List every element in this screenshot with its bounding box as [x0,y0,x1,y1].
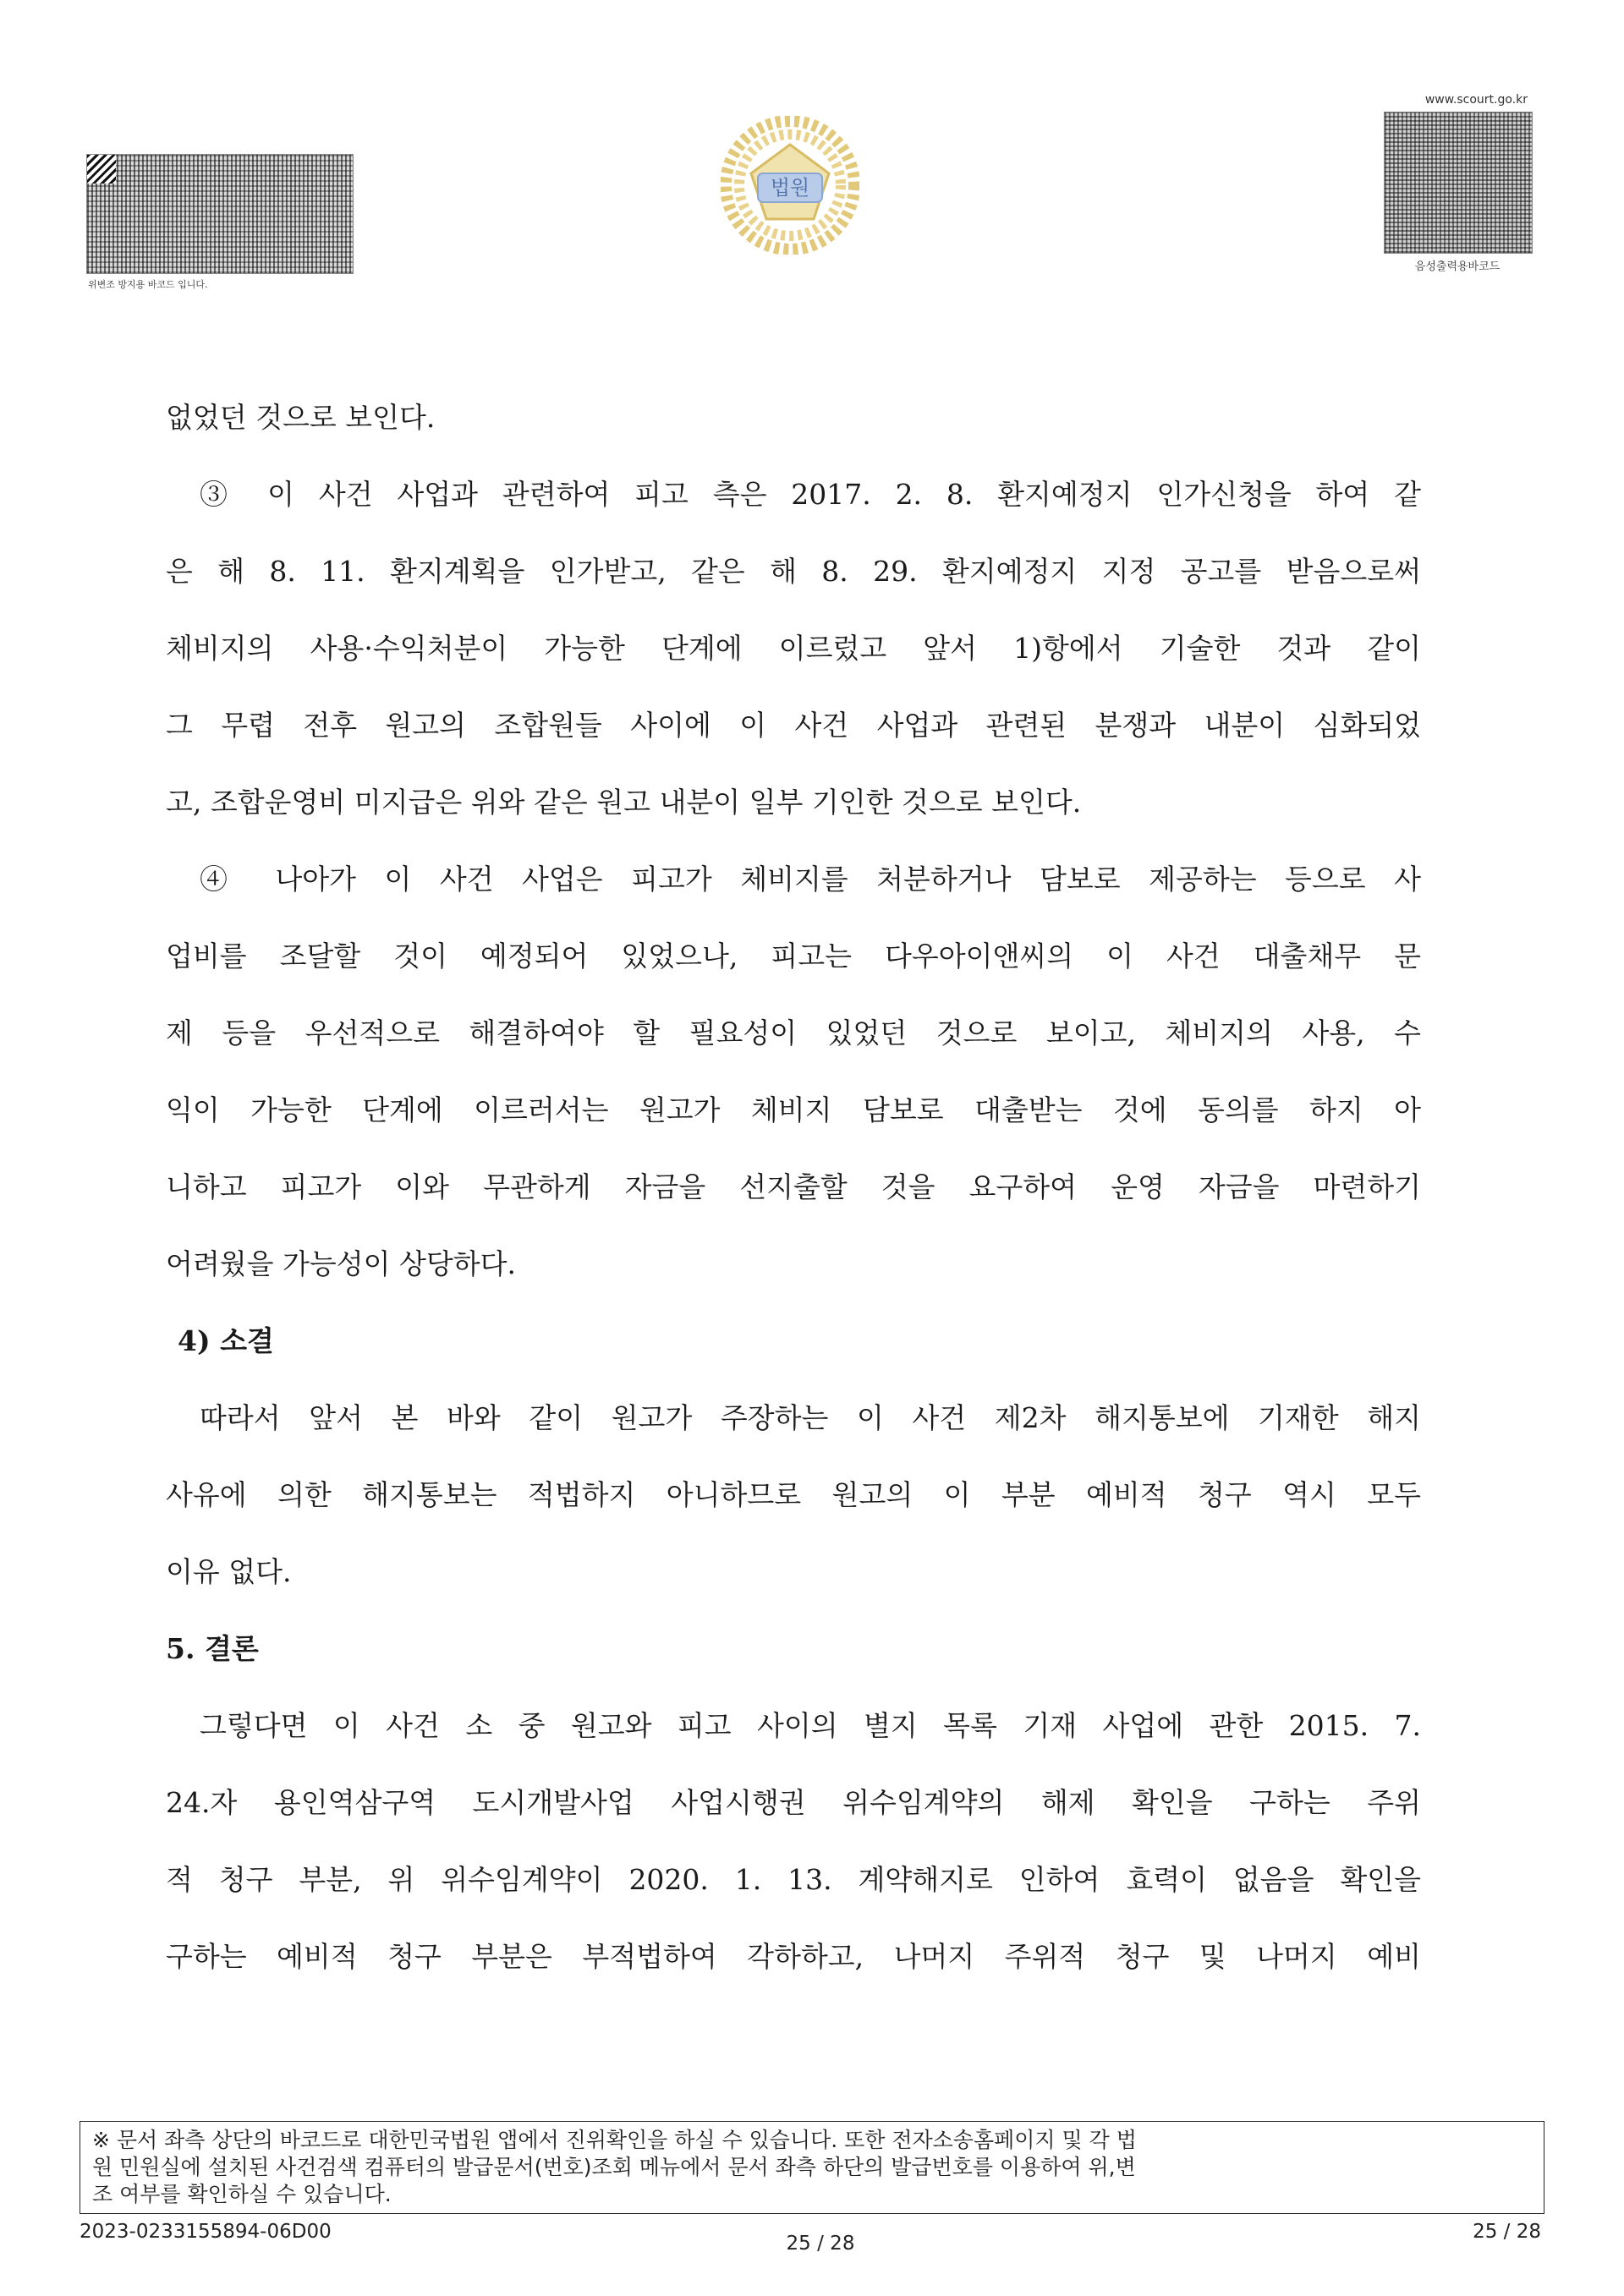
notice-line: ※ 문서 좌측 상단의 바코드로 대한민국법원 앱에서 진위확인을 하실 수 있습니다. 또한 전자소송홈페이지 및 각 법 [92,2128,1137,2152]
emblem-text: 법원 [770,176,810,200]
notice-line: 조 여부를 확인하실 수 있습니다. [92,2182,392,2206]
body-line: 그렇다면 이 사건 소 중 원고와 피고 사이의 별지 목록 기재 사업에 관한 2015. 7. [200,1709,1421,1742]
anti-forgery-barcode-caption: 위변조 방지용 바코드 입니다. [88,279,208,290]
judgment-body [166,379,1421,1995]
body-line: 그 무렵 전후 원고의 조합원들 사이에 이 사건 사업과 관련된 분쟁과 내분이 심화되었 [166,709,1421,742]
body-line: 어려웠을 가능성이 상당하다. [166,1247,517,1280]
voice-output-barcode [1384,112,1533,254]
body-line: 적 청구 부분, 위 위수임계약이 2020. 1. 13. 계약해지로 인하여 효력이 없음을 확인을 [166,1863,1421,1896]
body-line: 사유에 의한 해지통보는 적법하지 아니하므로 원고의 이 부분 예비적 청구 역시 모두 [166,1478,1421,1511]
body-line: ③ 이 사건 사업과 관련하여 피고 측은 2017. 2. 8. 환지예정지 인가신청을 하여 같 [200,478,1421,511]
body-line: 업비를 조달할 것이 예정되어 있었으나, 피고는 다우아이앤씨의 이 사건 대출채무 문 [166,940,1421,973]
body-line: ④ 나아가 이 사건 사업은 피고가 체비지를 처분하거나 담보로 제공하는 등으로 사 [200,863,1421,896]
section-heading: 4) 소결 [178,1324,274,1357]
body-line: 체비지의 사용·수익처분이 가능한 단계에 이르렀고 앞서 1)항에서 기술한 것과 같이 [166,632,1421,665]
body-line: 24.자 용인역삼구역 도시개발사업 사업시행권 위수임계약의 해제 확인을 구하는 주위 [166,1786,1421,1819]
section-heading: 5. 결론 [166,1632,259,1665]
page-number-center: 25 / 28 [786,2233,855,2255]
body-line: 따라서 앞서 본 바와 같이 원고가 주장하는 이 사건 제2차 해지통보에 기재한 해지 [200,1401,1421,1434]
anti-forgery-barcode [86,154,354,274]
voice-output-barcode-caption: 음성출력용바코드 [1414,260,1501,273]
body-line: 니하고 피고가 이와 무관하게 자금을 선지출할 것을 요구하여 운영 자금을 마련하기 [166,1170,1421,1203]
court-website-url: www.scourt.go.kr [1424,93,1528,107]
issuance-number: 2023-0233155894-06D00 [80,2221,332,2243]
court-emblem [721,116,859,255]
body-line: 이유 없다. [166,1555,292,1588]
notice-line: 원 민원실에 설치된 사건검색 컴퓨터의 발급문서(번호)조회 메뉴에서 문서 좌측 하단의 발급번호를 이용하여 위,변 [92,2155,1136,2179]
body-line: 없었던 것으로 보인다. [166,401,436,434]
page-number-right: 25 / 28 [1473,2221,1541,2243]
body-line: 구하는 예비적 청구 부분은 부적법하여 각하하고, 나머지 주위적 청구 및 나머지 예비 [166,1940,1421,1973]
body-line: 은 해 8. 11. 환지계획을 인가받고, 같은 해 8. 29. 환지예정지 지정 공고를 받음으로써 [166,555,1421,588]
body-line: 고, 조합운영비 미지급은 위와 같은 원고 내분이 일부 기인한 것으로 보인다. [166,786,1082,819]
body-line: 제 등을 우선적으로 해결하여야 할 필요성이 있었던 것으로 보이고, 체비지의 사용, 수 [166,1016,1421,1049]
body-line: 익이 가능한 단계에 이르러서는 원고가 체비지 담보로 대출받는 것에 동의를 하지 아 [166,1093,1421,1126]
verification-notice [80,2121,1544,2214]
